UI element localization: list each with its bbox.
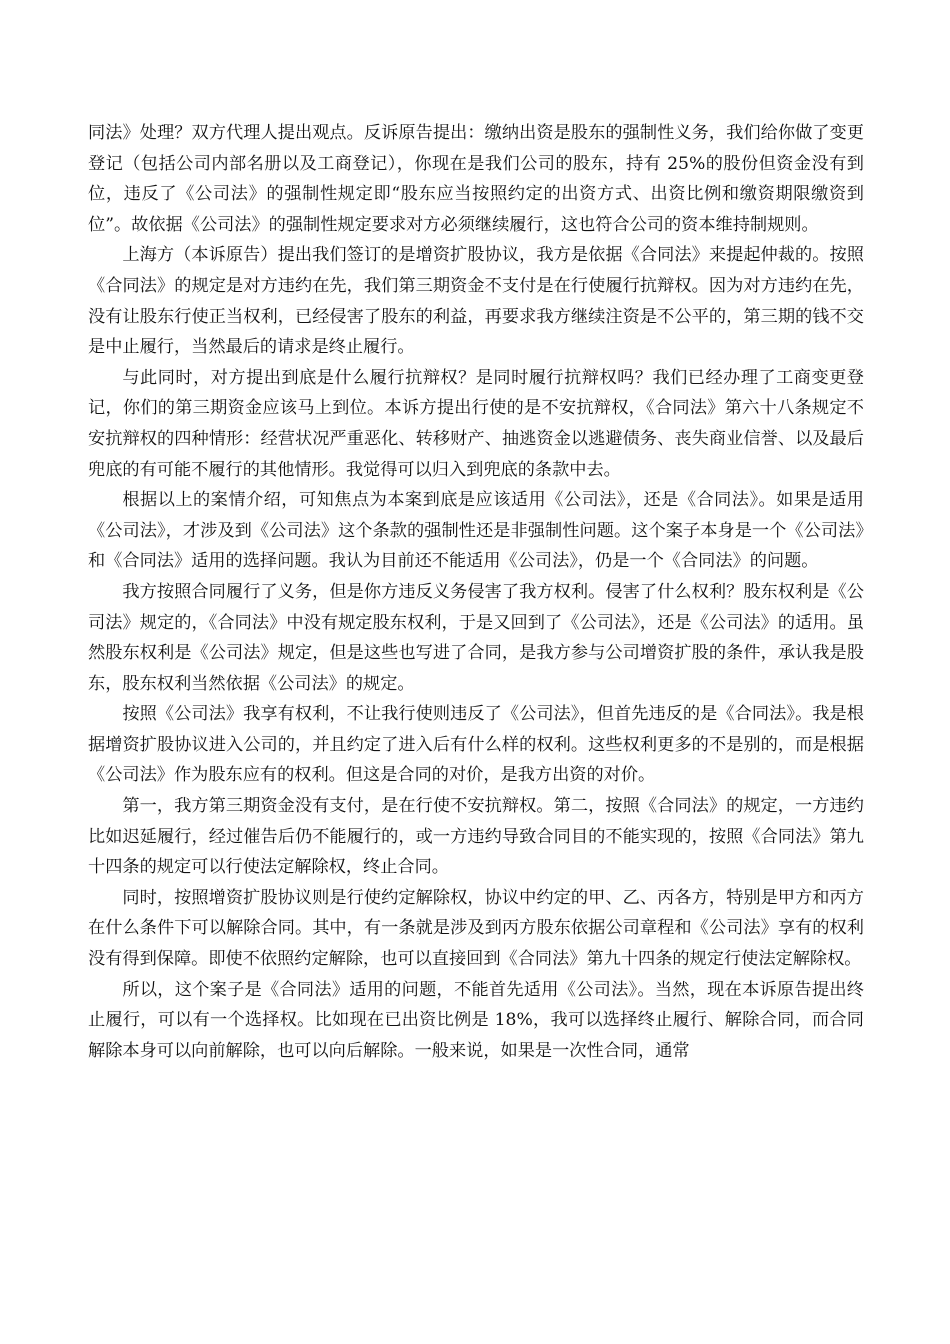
- document-page: [88, 118, 864, 1066]
- paragraph-7: 第一，我方第三期资金没有支付，是在行使不安抗辩权。第二，按照《合同法》的规定，一方违约比如迟延履行，经过催告后仍不能履行的，或一方违约导致合同目的不能实现的，按照《合同法》第九十四条的规定可以行使法定解除权，终止合同。: [88, 796, 864, 878]
- paragraph-6: 按照《公司法》我享有权利，不让我行使则违反了《公司法》，但首先违反的是《合同法》。我是根据增资扩股协议进入公司的，并且约定了进入后有什么样的权利。这些权利更多的不是别的，而是根据《公司法》作为股东应有的权利。但这是合同的对价，是我方出资的对价。: [88, 704, 864, 786]
- paragraph-1: 同法》处理？双方代理人提出观点。反诉原告提出：缴纳出资是股东的强制性义务，我们给你做了变更登记（包括公司内部名册以及工商登记），你现在是我们公司的股东，持有 25%的股份但资金没有到位，违反了《公司法》的强制性规定即“股东应当按照约定的出资方式、出资比例和缴资期限缴资到位”。故依据《公司法》的强制性规定要求对方必须继续履行，这也符合公司的资本维持制规则。: [88, 123, 864, 235]
- paragraph-8: 同时，按照增资扩股协议则是行使约定解除权，协议中约定的甲、乙、丙各方，特别是甲方和丙方在什么条件下可以解除合同。其中，有一条就是涉及到丙方股东依据公司章程和《公司法》享有的权利没有得到保障。即使不依照约定解除，也可以直接回到《合同法》第九十四条的规定行使法定解除权。: [88, 887, 864, 970]
- paragraph-2: 上海方（本诉原告）提出我们签订的是增资扩股协议，我方是依据《合同法》来提起仲裁的。按照《合同法》的规定是对方违约在先，我们第三期资金不支付是在行使履行抗辩权。因为对方违约在先，没有让股东行使正当权利，已经侵害了股东的利益，再要求我方继续注资是不公平的，第三期的钱不交是中止履行，当然最后的请求是终止履行。: [88, 245, 864, 358]
- paragraph-5: 我方按照合同履行了义务，但是你方违反义务侵害了我方权利。侵害了什么权利？股东权利是《公司法》规定的，《合同法》中没有规定股东权利，于是又回到了《公司法》，还是《公司法》的适用。虽然股东权利是《公司法》规定，但是这些也写进了合同，是我方参与公司增资扩股的条件，承认我是股东，股东权利当然依据《公司法》的规定。: [88, 581, 864, 694]
- paragraph-4: 根据以上的案情介绍，可知焦点为本案到底是应该适用《公司法》，还是《合同法》。如果是适用《公司法》，才涉及到《公司法》这个条款的强制性还是非强制性问题。这个案子本身是一个《公司法》和《合同法》适用的选择问题。我认为目前还不能适用《公司法》，仍是一个《合同法》的问题。: [88, 490, 864, 572]
- paragraph-9: 所以，这个案子是《合同法》适用的问题，不能首先适用《公司法》。当然，现在本诉原告提出终止履行，可以有一个选择权。比如现在已出资比例是 18%，我可以选择终止履行、解除合同，而合同解除本身可以向前解除，也可以向后解除。一般来说，如果是一次性合同，通常: [88, 979, 864, 1061]
- paragraph-3: 与此同时，对方提出到底是什么履行抗辩权？是同时履行抗辩权吗？我们已经办理了工商变更登记，你们的第三期资金应该马上到位。本诉方提出行使的是不安抗辩权，《合同法》第六十八条规定不安抗辩权的四种情形：经营状况严重恶化、转移财产、抽逃资金以逃避债务、丧失商业信誉、以及最后兜底的有可能不履行的其他情形。我觉得可以归入到兜底的条款中去。: [88, 367, 864, 480]
